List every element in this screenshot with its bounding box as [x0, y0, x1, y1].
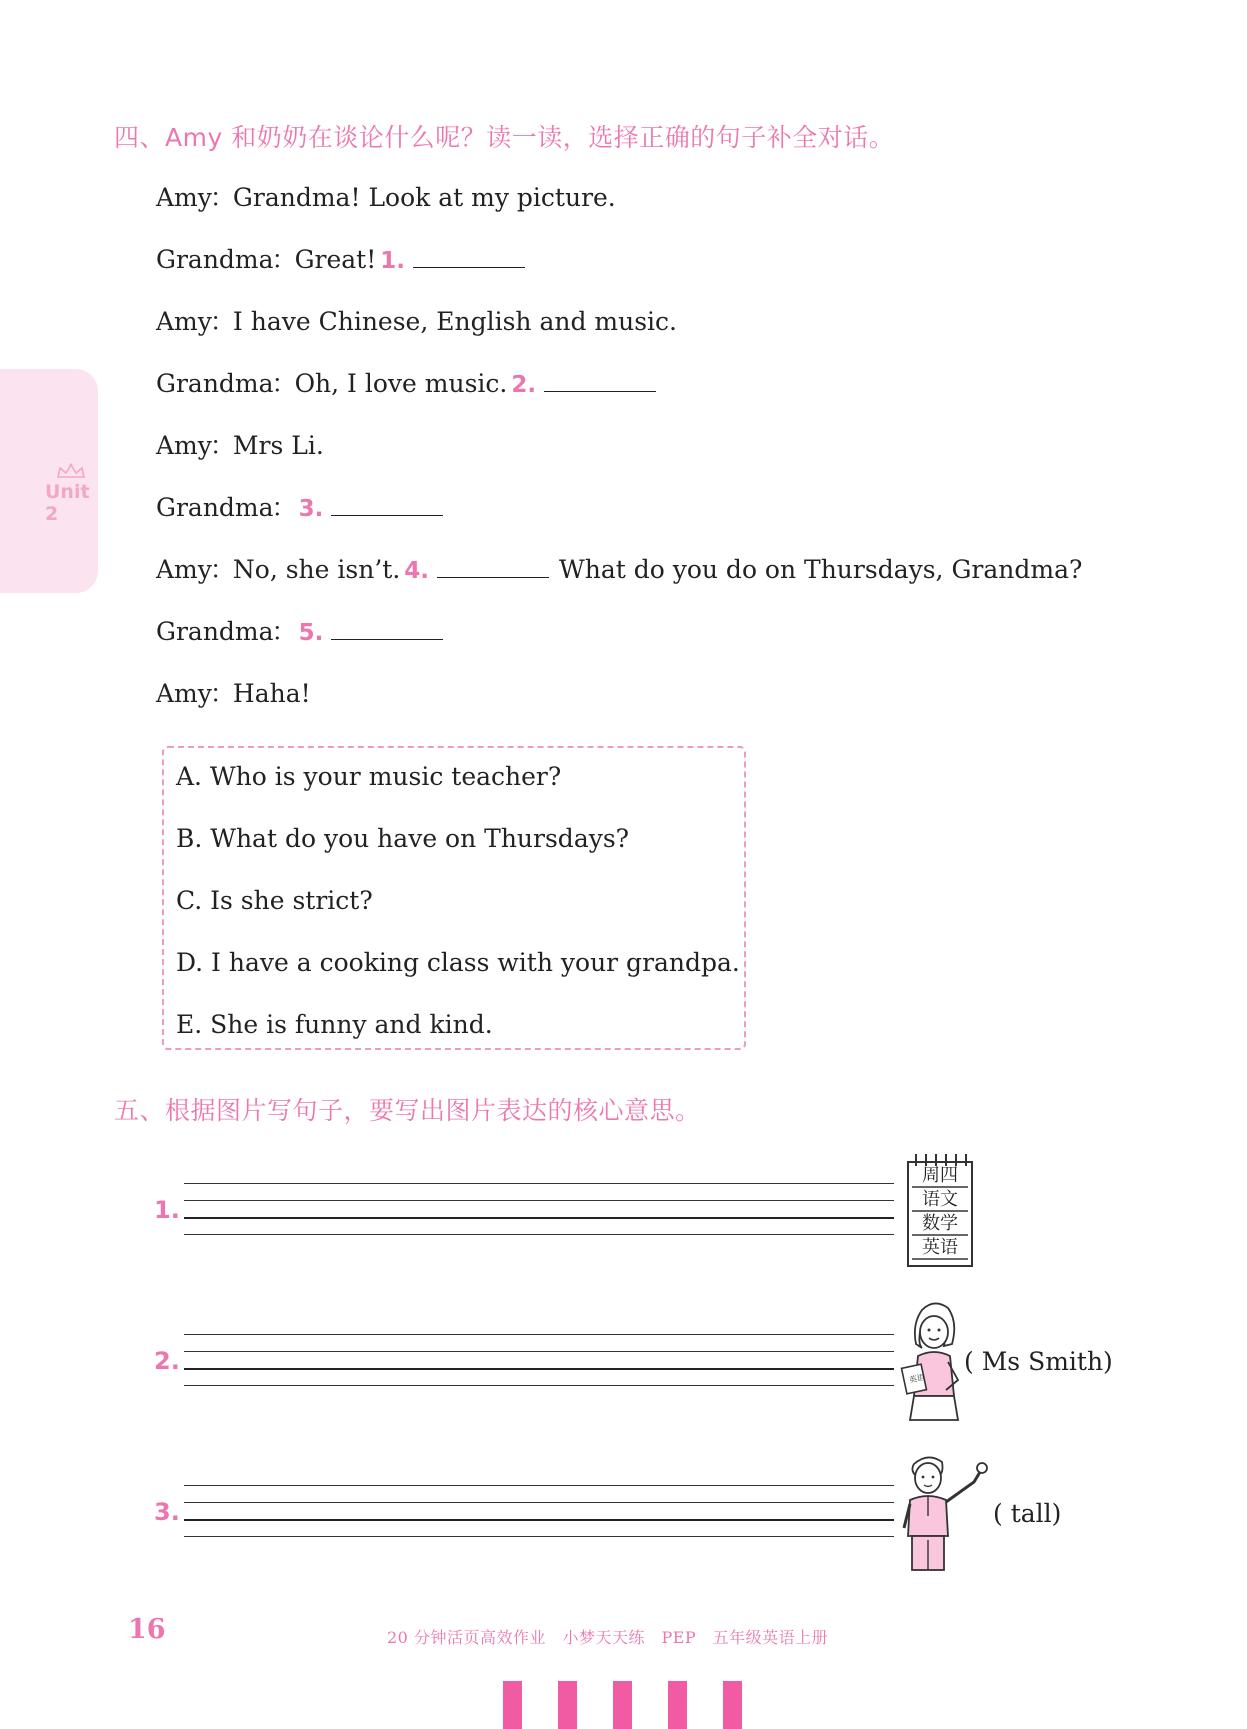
dialogue-text: Oh, I love music. — [294, 369, 508, 398]
dialogue-line — [156, 612, 453, 648]
timetable-day: 周四 — [922, 1165, 958, 1186]
dialogue-line — [156, 488, 453, 524]
write-line[interactable] — [184, 1519, 894, 1521]
write-line[interactable] — [184, 1217, 894, 1219]
crown-icon — [56, 463, 86, 479]
dialogue-text: Great! — [294, 245, 377, 274]
speaker-colon: ： — [271, 369, 297, 398]
dialogue-text: What do you do on Thursdays, Grandma? — [559, 555, 1083, 584]
dialogue-text: I have Chinese, English and music. — [232, 307, 677, 336]
speaker-name: Grandma — [156, 493, 274, 522]
teacher-ms-smith-picture — [900, 1300, 968, 1422]
speaker-colon: ： — [209, 679, 235, 708]
speaker-colon: ： — [209, 431, 235, 460]
dialogue-text: Mrs Li. — [232, 431, 324, 460]
section-5-title: 五、根据图片写句子，要写出图片表达的核心意思。 — [114, 1096, 701, 1125]
write-item-1-number: 1. — [154, 1196, 180, 1224]
answer-blank[interactable] — [544, 369, 656, 392]
option-item: B. What do you have on Thursdays? — [176, 824, 630, 853]
tall-boy-picture — [898, 1452, 990, 1572]
answer-blank[interactable] — [331, 493, 443, 516]
answer-blank[interactable] — [331, 617, 443, 640]
unit-side-tab — [0, 369, 98, 593]
dialogue-line — [156, 364, 666, 400]
speaker-colon: ： — [271, 493, 297, 522]
footer-bar — [558, 1681, 577, 1729]
speaker-name: Grandma — [156, 245, 274, 274]
picture-2-label: ( Ms Smith) — [964, 1347, 1113, 1376]
speaker-colon: ： — [209, 183, 235, 212]
write-line[interactable] — [184, 1385, 894, 1386]
blank-number: 3. — [298, 496, 324, 522]
write-line[interactable] — [184, 1351, 894, 1352]
boy-icon — [898, 1452, 990, 1572]
timetable-subject: 语文 — [922, 1189, 958, 1210]
footer-bars — [500, 1681, 750, 1729]
write-line[interactable] — [184, 1200, 894, 1201]
speaker-name: Grandma — [156, 369, 274, 398]
footer-bar — [723, 1681, 742, 1729]
write-item-3-number: 3. — [154, 1498, 180, 1526]
write-item-2-number: 2. — [154, 1347, 180, 1375]
option-item: C. Is she strict? — [176, 886, 373, 915]
timetable-subject: 英语 — [922, 1237, 958, 1258]
dialogue-line — [156, 674, 311, 710]
write-line[interactable] — [184, 1485, 894, 1486]
speaker-name: Amy — [156, 183, 212, 212]
unit-label: Unit 2 — [45, 481, 90, 525]
dialogue-line — [156, 550, 1082, 586]
speaker-colon: ： — [209, 555, 235, 584]
footer-bar — [668, 1681, 687, 1729]
teacher-icon — [900, 1300, 968, 1422]
speaker-colon: ： — [271, 245, 297, 274]
footer-bar — [503, 1681, 522, 1729]
book-label: 英语 — [908, 1372, 926, 1385]
speaker-colon: ： — [271, 617, 297, 646]
write-line[interactable] — [184, 1234, 894, 1235]
speaker-colon: ： — [209, 307, 235, 336]
answer-blank[interactable] — [437, 555, 549, 578]
option-item: D. I have a cooking class with your grandpa. — [176, 948, 740, 977]
dialogue-line — [156, 302, 677, 338]
footer-text: 20 分钟活页高效作业 小梦天天练 PEP 五年级英语上册 — [387, 1628, 829, 1647]
speaker-name: Amy — [156, 555, 212, 584]
picture-3-label: ( tall) — [993, 1499, 1062, 1528]
speaker-name: Amy — [156, 679, 212, 708]
blank-number: 4. — [404, 558, 430, 584]
option-item: E. She is funny and kind. — [176, 1010, 493, 1039]
write-line[interactable] — [184, 1183, 894, 1184]
section-4-title: 四、Amy 和奶奶在谈论什么呢？读一读，选择正确的句子补全对话。 — [114, 123, 895, 152]
blank-number: 2. — [511, 372, 537, 398]
dialogue-text: Haha! — [232, 679, 311, 708]
blank-number: 1. — [380, 248, 406, 274]
write-line[interactable] — [184, 1334, 894, 1335]
dialogue-line — [156, 426, 324, 462]
footer-bar — [613, 1681, 632, 1729]
dialogue-text: Grandma! Look at my picture. — [232, 183, 616, 212]
answer-blank[interactable] — [413, 245, 525, 268]
write-line[interactable] — [184, 1502, 894, 1503]
speaker-name: Amy — [156, 307, 212, 336]
speaker-name: Grandma — [156, 617, 274, 646]
write-line[interactable] — [184, 1368, 894, 1370]
blank-number: 5. — [298, 620, 324, 646]
dialogue-line — [156, 240, 535, 276]
page-number: 16 — [128, 1614, 166, 1645]
dialogue-text: No, she isn’t. — [232, 555, 401, 584]
dialogue-line — [156, 178, 616, 214]
write-line[interactable] — [184, 1536, 894, 1537]
timetable-subject: 数学 — [922, 1213, 958, 1234]
option-item: A. Who is your music teacher? — [176, 762, 562, 791]
thursday-timetable-picture — [906, 1152, 974, 1268]
speaker-name: Amy — [156, 431, 212, 460]
